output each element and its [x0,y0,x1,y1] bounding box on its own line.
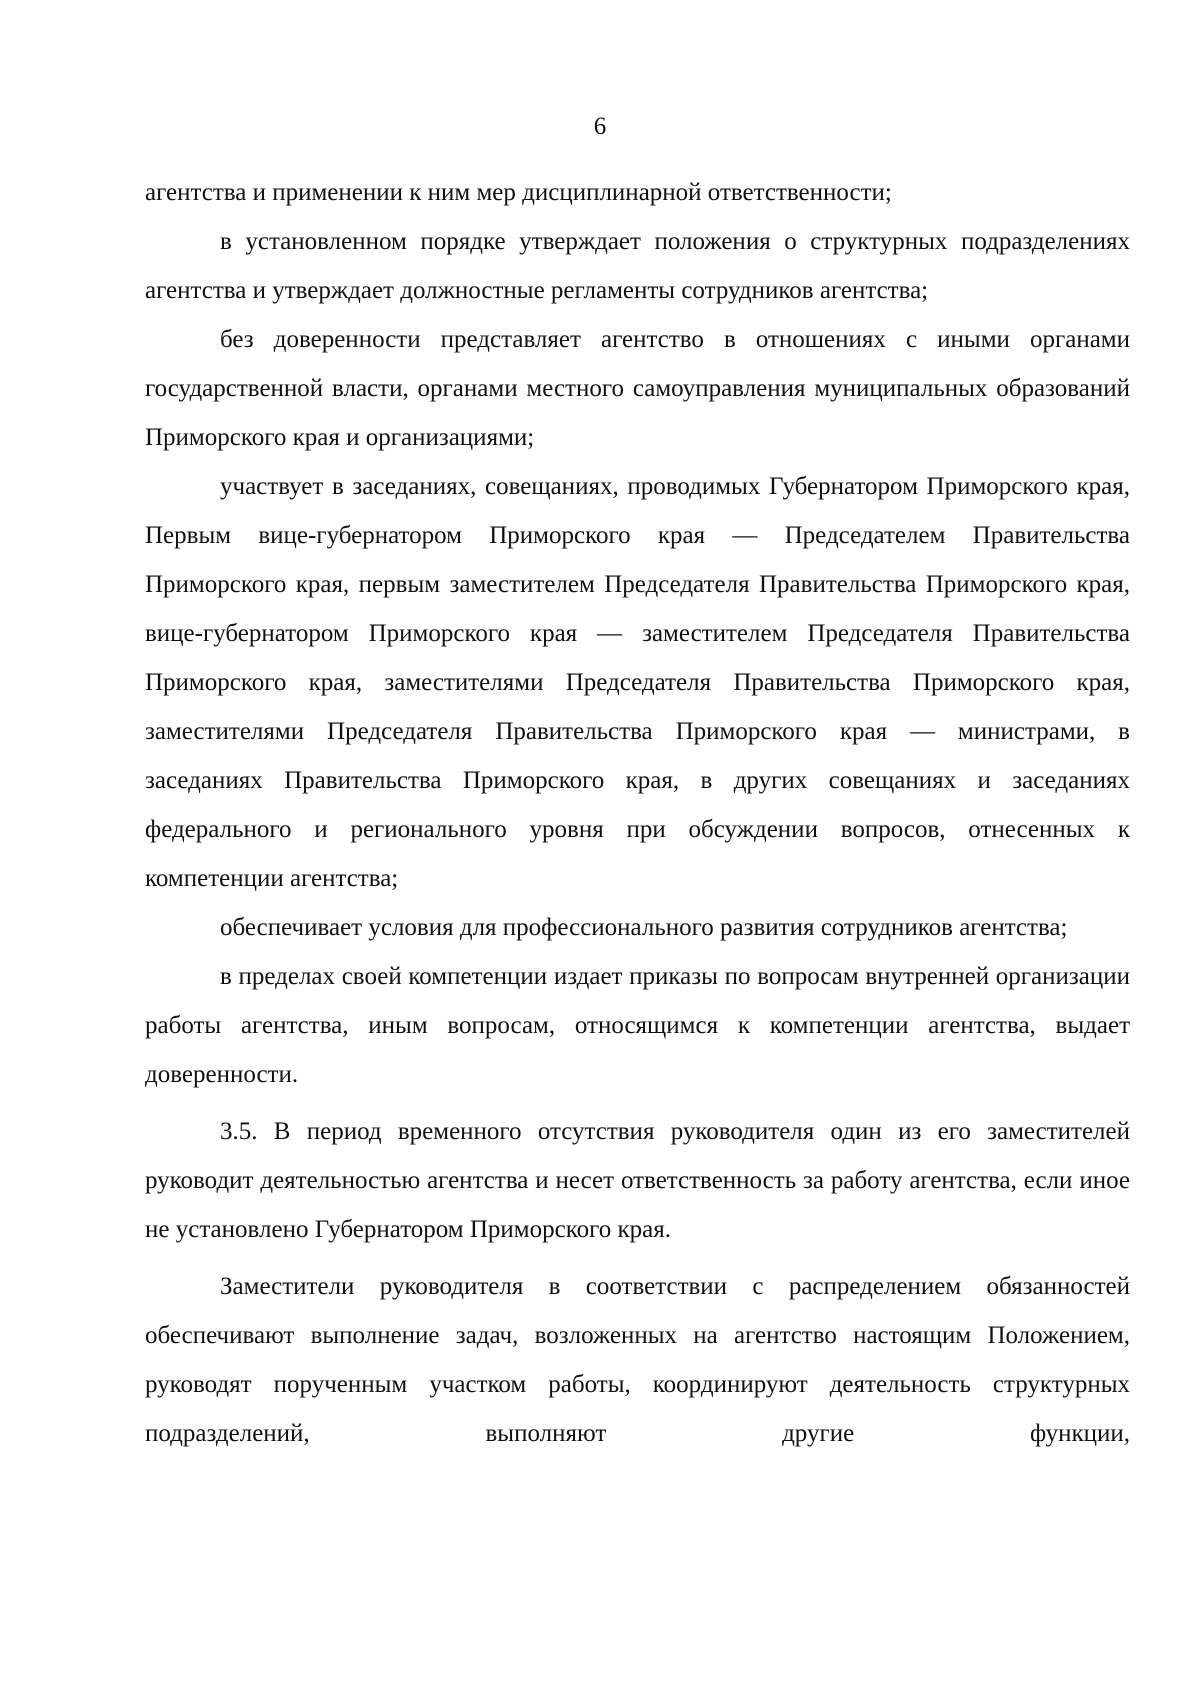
paragraph-structural-units: в установленном порядке утверждает положения о структурных подразделениях агентства и утверждает должностные регламенты сотрудников агентства; [145,228,1130,304]
paragraph-orders: в пределах своей компетенции издает приказы по вопросам внутренней организации работы агентства, иным вопросам, относящимся к компетенции агентства, выдает доверенности. [145,963,1130,1088]
paragraph-deputies: Заместители руководителя в соответствии с распределением обязанностей обеспечивают выполнение задач, возложенных на агентство настоящим Положением, руководят порученным участком работы, координируют деятельность структурных подразделений, выполняют другие функции, [145,1273,1130,1447]
document-body [145,168,1130,1458]
paragraph-section-3-5: 3.5. В период временного отсутствия руководителя один из его заместителей руководит деятельностью агентства и несет ответственность за работу агентства, если иное не установлено Губернатором Приморского края. [145,1118,1130,1243]
paragraph-discipline-continued: агентства и применении к ним мер дисциплинарной ответственности; [145,179,892,206]
page-number: 6 [593,113,607,140]
paragraph-meetings: участвует в заседаниях, совещаниях, проводимых Губернатором Приморского края, Первым вице-губернатором Приморского края — Председателем Правительства Приморского края, первым заместителем Председателя Правительства Приморского края, вице-губернатором Приморского края — заместителем Председателя Правительства Приморского края, заместителями Председателя Правительства Приморского края, заместителями Председателя Правительства Приморского края — министрами, в заседаниях Правительства Приморского края, в других совещаниях и заседаниях федерального и регионального уровня при обсуждении вопросов, отнесенных к компетенции агентства; [145,473,1130,892]
paragraph-professional-development: обеспечивает условия для профессионального развития сотрудников агентства; [220,914,1068,941]
paragraph-representation: без доверенности представляет агентство в отношениях с иными органами государственной власти, органами местного самоуправления муниципальных образований Приморского края и организациями; [145,326,1130,451]
